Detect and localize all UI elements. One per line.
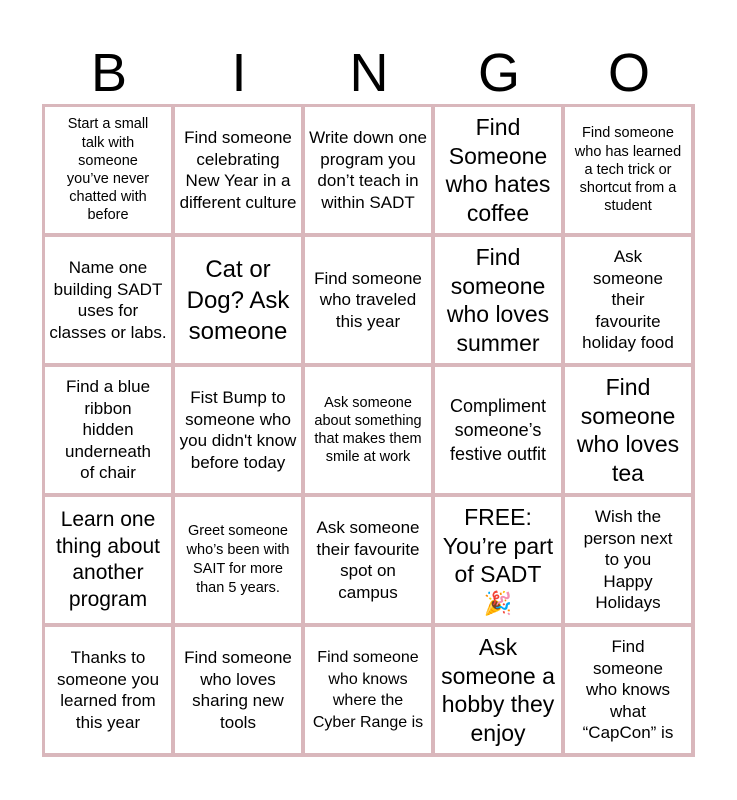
header-letter-g: G	[477, 43, 520, 103]
bingo-cell-24[interactable]	[435, 627, 561, 753]
bingo-cell-text: Ask someone their favourite holiday food	[582, 247, 674, 353]
bingo-cell-17[interactable]	[175, 497, 301, 623]
bingo-cell-10[interactable]	[565, 237, 691, 363]
bingo-cell-7[interactable]	[175, 237, 301, 363]
bingo-cell-text: Find someone celebrating New Year in a different culture	[179, 128, 297, 212]
bingo-cell-18[interactable]	[305, 497, 431, 623]
bingo-cell-6[interactable]	[45, 237, 171, 363]
bingo-header	[44, 40, 694, 106]
bingo-cell-9[interactable]	[435, 237, 561, 363]
bingo-cell-20[interactable]	[565, 497, 691, 623]
bingo-cell-text: Find someone who knows where the Cyber Range is	[312, 649, 424, 731]
bingo-cell-text: Start a small talk with someone you’ve never chatted with before	[66, 116, 150, 224]
header-letter-n: N	[349, 43, 389, 103]
bingo-cell-text: Find Someone who hates coffee	[445, 114, 551, 226]
bingo-cell-text: FREE: You’re part of SADT 🎉	[442, 504, 554, 616]
bingo-cell-text: Cat or Dog? Ask someone	[186, 255, 290, 345]
bingo-cell-text: Thanks to someone you learned from this year	[56, 648, 160, 732]
bingo-cell-text: Write down one program you don’t teach in within SADT	[309, 128, 427, 212]
bingo-cell-23[interactable]	[305, 627, 431, 753]
bingo-cell-13[interactable]	[305, 367, 431, 493]
bingo-grid	[42, 104, 695, 757]
bingo-cell-8[interactable]	[305, 237, 431, 363]
bingo-cell-16[interactable]	[45, 497, 171, 623]
bingo-cell-text: Fist Bump to someone who you didn't know before today	[179, 388, 297, 472]
bingo-cell-text: Name one building SADT uses for classes or labs.	[49, 258, 167, 342]
bingo-cell-text: Find someone who loves summer	[446, 244, 550, 356]
bingo-cell-22[interactable]	[175, 627, 301, 753]
bingo-cell-free[interactable]	[435, 497, 561, 623]
bingo-cell-text: Ask someone about something that makes them smile at work	[314, 394, 422, 466]
bingo-cell-text: Ask someone their favourite spot on campus	[316, 518, 420, 602]
bingo-cell-text: Find someone who knows what “CapCon” is	[582, 637, 674, 743]
bingo-cell-text: Greet someone who’s been with SAIT for more than 5 years.	[186, 523, 290, 596]
bingo-cell-21[interactable]	[45, 627, 171, 753]
bingo-cell-text: Find someone who loves sharing new tools	[184, 648, 292, 732]
bingo-cell-text: Find someone who loves tea	[576, 374, 680, 486]
bingo-cell-text: Ask someone a hobby they enjoy	[441, 634, 555, 746]
bingo-cell-12[interactable]	[175, 367, 301, 493]
bingo-cell-15[interactable]	[565, 367, 691, 493]
bingo-cell-3[interactable]	[305, 107, 431, 233]
bingo-cell-5[interactable]	[565, 107, 691, 233]
header-letter-o: O	[607, 43, 650, 103]
bingo-cell-text: Compliment someone’s festive outfit	[449, 396, 547, 464]
header-letter-b: B	[90, 43, 128, 103]
bingo-cell-11[interactable]	[45, 367, 171, 493]
bingo-cell-1[interactable]	[45, 107, 171, 233]
bingo-cell-25[interactable]	[565, 627, 691, 753]
bingo-cell-text: Wish the person next to you Happy Holidays	[583, 507, 673, 613]
bingo-cell-text: Learn one thing about another program	[56, 508, 160, 611]
header-letter-i: I	[231, 43, 247, 103]
bingo-cell-14[interactable]	[435, 367, 561, 493]
bingo-cell-text: Find someone who has learned a tech trick or shortcut from a student	[574, 125, 682, 215]
bingo-cell-2[interactable]	[175, 107, 301, 233]
bingo-cell-text: Find someone who traveled this year	[314, 268, 422, 331]
bingo-cell-4[interactable]	[435, 107, 561, 233]
bingo-cell-text: Find a blue ribbon hidden underneath of chair	[64, 377, 152, 483]
